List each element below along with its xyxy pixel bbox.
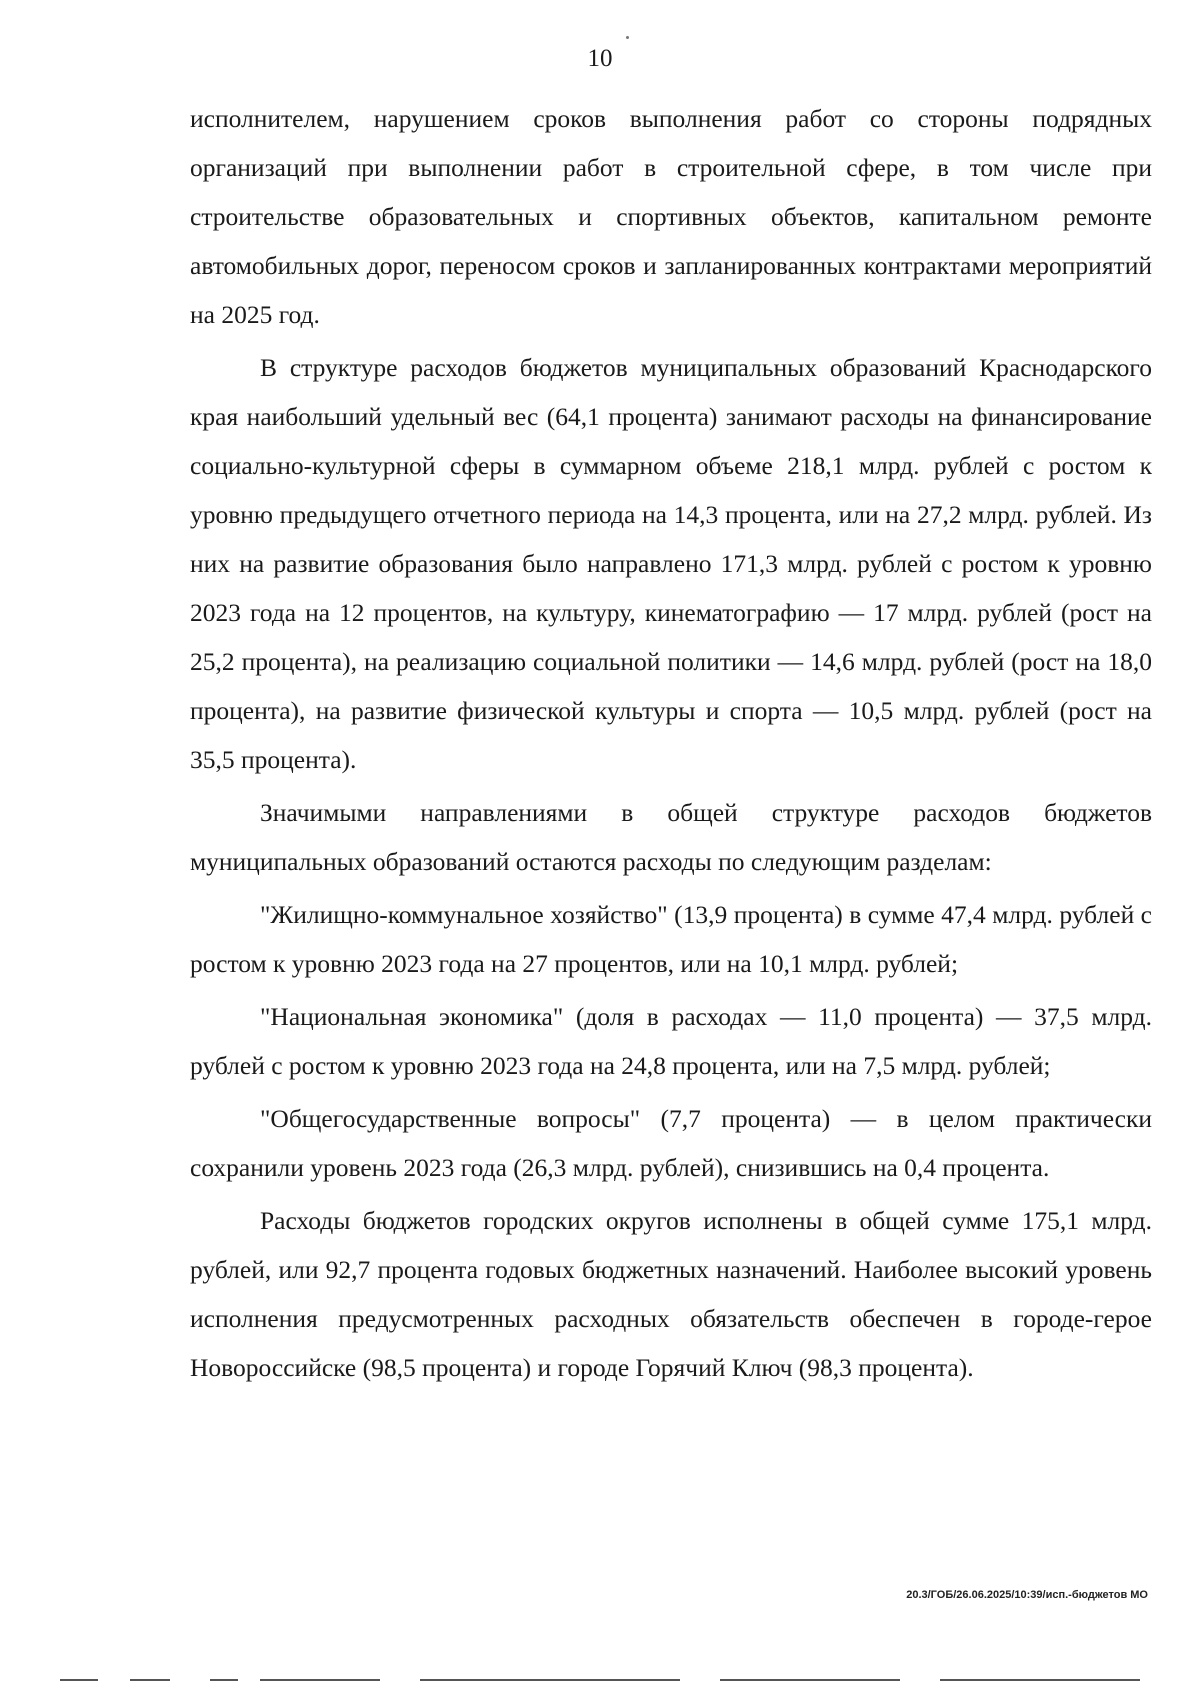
scan-edge-marks (60, 1679, 1140, 1683)
paragraph-significant-directions: Значимыми направлениями в общей структуре расходов бюджетов муниципальных образований остаются расходы по следующим разделам: (190, 798, 1152, 876)
paragraph-housing-utilities: "Жилищно-коммунальное хозяйство" (13,9 процента) в сумме 47,4 млрд. рублей с ростом к уровню 2023 года на 27 процентов, или на 10,1 млрд. рублей; (190, 900, 1152, 978)
paragraph-continuation: исполнителем, нарушением сроков выполнения работ со стороны подрядных организаций при выполнении работ в строительной сфере, в том числе при строительстве образовательных и спортивных объектов, капитальном ремонте автомобильных дорог, переносом сроков и запланированных контрактами мероприятий на 2025 год. (190, 104, 1152, 329)
page-number: 10 (587, 45, 613, 72)
footer-document-code: 20.3/ГОБ/26.06.2025/10:39/исп.-бюджетов МО (906, 1589, 1148, 1601)
paragraph-general-state-issues: "Общегосударственные вопросы" (7,7 процента) — в целом практически сохранили уровень 2023 года (26,3 млрд. рублей), снизившись на 0,4 процента. (190, 1104, 1152, 1182)
document-body (190, 94, 1152, 1396)
paragraph-city-districts: Расходы бюджетов городских округов исполнены в общей сумме 175,1 млрд. рублей, или 92,7 процента годовых бюджетных назначений. Наиболее высокий уровень исполнения предусмотренных расходных обязательств обеспечен в городе-герое Новороссийске (98,5 процента) и городе Горячий Ключ (98,3 процента). (190, 1206, 1152, 1382)
paragraph-national-economy: "Национальная экономика" (доля в расходах — 11,0 процента) — 37,5 млрд. рублей с ростом к уровню 2023 года на 24,8 процента, или на 7,5 млрд. рублей; (190, 1002, 1152, 1080)
paragraph-expenditure-structure: В структуре расходов бюджетов муниципальных образований Краснодарского края наибольший удельный вес (64,1 процента) занимают расходы на финансирование социально-культурной сферы в суммарном объеме 218,1 млрд. рублей с ростом к уровню предыдущего отчетного периода на 14,3 процента, или на 27,2 млрд. рублей. Из них на развитие образования было направлено 171,3 млрд. рублей с ростом к уровню 2023 года на 12 процентов, на культуру, кинематографию — 17 млрд. рублей (рост на 25,2 процента), на реализацию социальной политики — 14,6 млрд. рублей (рост на 18,0 процента), на развитие физической культуры и спорта — 10,5 млрд. рублей (рост на 35,5 процента). (190, 353, 1152, 774)
scan-speck (626, 36, 629, 39)
